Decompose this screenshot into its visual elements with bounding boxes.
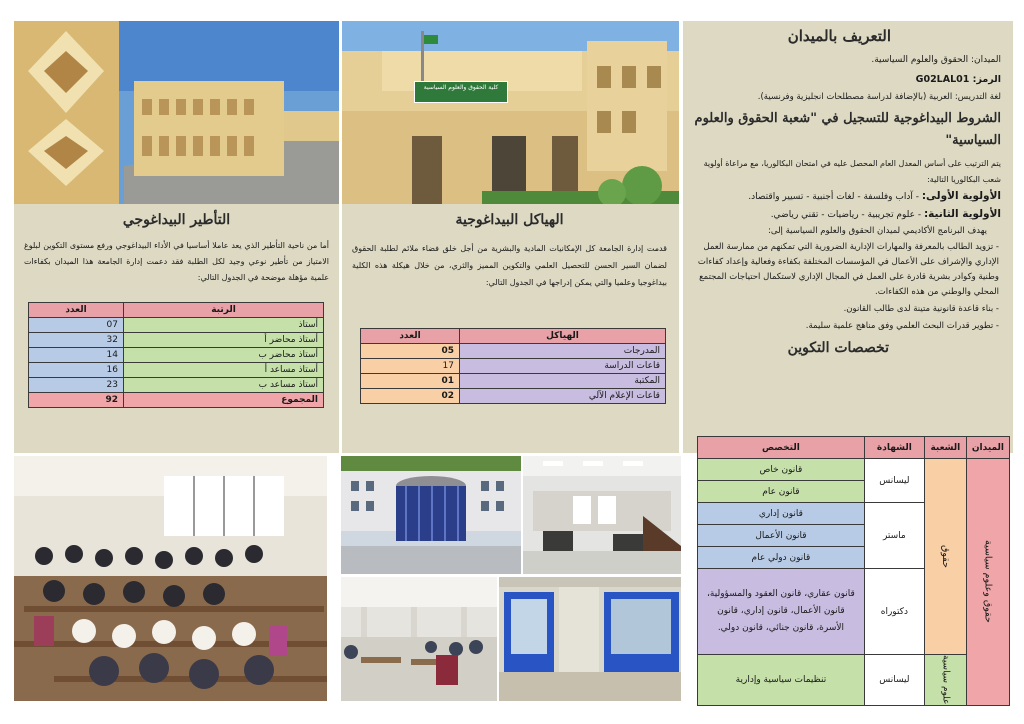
staff-count: 16 [29,363,124,378]
goals-list [691,240,1001,334]
goal-item: - تزويد الطالب بالمعرفة والمهارات الإدارية الضرورية التي تمكنهم من ممارسة العمل الإداري والإشراف على الأعمال في المؤسسات المختلفة بكفاءة وفعالية وإعداد كفاءات وطنية وكوادر بشرية قادرة على العمل في المجال الإداري لاستكمال احتياجات المجتمع المحلي والوطني من هذه الكفاءات. [697,242,999,297]
spec-degree-doctorate: دكتوراه [864,569,924,655]
structures-panel [342,204,679,453]
priority-2-label: الأولوية الثانية: [923,208,1001,220]
staff-table [28,302,324,408]
goal-item: - بناء قاعدة قانونية متينة لدى طالب القانون. [843,304,999,314]
conditions-text: يتم الترتيب على أساس المعدل العام المحصل عليه في امتحان البكالوريا، مع مراعاة أولوية شعب البكالوريا التالية: [703,159,1001,184]
structures-text: قدمت إدارة الجامعة كل الإمكانيات المادية والبشرية من أجل خلق فضاء ملائم لطلبة الحقوق لضمان السير الحسن للتحصيل العلمي والتكوين المميز والثري، من خلال هيكلة هذه الكلية بيداغوجيا وعلميا والتي يمكن إدراجها في الجدول التالي: [352,244,667,287]
spec-field-value: حقوق وعلوم سياسية [982,540,994,624]
table-row [29,378,324,393]
priority-2 [691,208,1001,220]
staff-rank: أستاذ مساعد ب [124,378,324,393]
spec-col-field: الميدان [966,437,1009,459]
spec-branch-pol-cell [924,655,966,706]
table-row [29,333,324,348]
structure-count: 05 [361,344,460,359]
spec-col-spec: التخصص [698,437,865,459]
spec-degree-licence: ليسانس [864,459,924,503]
staff-col-rank: الرتبة [124,303,324,318]
intro-panel [683,21,1013,453]
staff-rank: أستاذ محاضر ب [124,348,324,363]
staff-text: أما من ناحية التأطير الذي يعد عاملا أساسيا في الأداء البيداغوجي ورفع مستوى التكوين لبلوغ الامتياز من تأطير نوعي وجيد لكل الطلبة فقد دعمت إدارة الجامعة هذا الميدان بكفاءات علمية مؤهلة موضحة في الجدول التالي: [24,241,329,282]
priority-1 [691,190,1001,202]
faculty-banner-sign: كلية الحقوق والعلوم السياسية [414,81,508,103]
spec-item: قانون الأعمال [698,525,865,547]
structure-count: 01 [361,374,460,389]
structure-name: قاعات الدراسة [460,359,666,374]
specialties-table [697,436,1010,706]
code-line: الرمز: G02LAL01 [915,74,1001,85]
structures-col-name: الهياكل [460,329,666,344]
table-row [361,344,666,359]
structures-col-count: العدد [361,329,460,344]
priority-2-value: - علوم تجريبية - رياضيات - تقني رياضي. [770,210,922,220]
language-line: لغة التدريس: العربية (بالإضافة لدراسة مصطلحات انجليزية وفرنسية). [757,92,1001,102]
library-building-photo [341,456,521,574]
staff-count: 23 [29,378,124,393]
spec-item: تنظيمات سياسية وإدارية [698,655,865,706]
table-row [361,389,666,404]
structure-name: قاعات الإعلام الآلي [460,389,666,404]
table-row [361,374,666,389]
staff-rank: أستاذ [124,318,324,333]
staff-count: 32 [29,333,124,348]
spec-col-degree: الشهادة [864,437,924,459]
spec-field-cell [966,459,1009,706]
staff-col-count: العدد [29,303,124,318]
goal-intro: يهدف البرنامج الأكاديمي لميدان الحقوق والعلوم السياسية إلى: [768,226,987,236]
spec-col-branch: الشعبة [924,437,966,459]
structure-name: المكتبة [460,374,666,389]
table-row [361,359,666,374]
staff-total-label: المجموع [124,393,324,408]
structure-name: المدرجات [460,344,666,359]
table-row [29,318,324,333]
spec-branch-pol: علوم سياسية [940,655,951,705]
spec-item: قانون دولي عام [698,547,865,569]
spec-branch-law: حقوق [939,545,951,568]
structure-count: 02 [361,389,460,404]
spec-degree-master: ماستر [864,503,924,569]
reading-room-photo [523,456,681,574]
spec-item: قانون خاص [698,459,865,481]
table-row [29,348,324,363]
staff-title: التأطير البيداغوجي [122,212,231,228]
spec-degree-licence-pol: ليسانس [864,655,924,706]
campus-photo-left [14,21,339,204]
staff-panel [14,204,339,453]
structures-table [360,328,666,404]
staff-count: 07 [29,318,124,333]
specialties-title: تخصصات التكوين [787,340,889,356]
conditions-title: الشروط البيداغوجية للتسجيل في "شعبة الحقوق والعلوم السياسية" [694,111,1001,148]
field-line: الميدان: الحقوق والعلوم السياسية. [871,55,1001,65]
table-row [29,363,324,378]
spec-branch-law-cell [924,459,966,655]
staff-count: 14 [29,348,124,363]
spec-item: قانون عام [698,481,865,503]
staff-rank: أستاذ مساعد أ [124,363,324,378]
structures-title: الهياكل البيداغوجية [455,212,564,228]
staff-rank: أستاذ محاضر أ [124,333,324,348]
priority-1-value: - آداب وفلسفة - لغات أجنبية - تسيير واقتصاد. [748,192,919,202]
spec-item-doctorate: قانون عقاري، قانون العقود والمسؤولية، قانون الأعمال، قانون إداري، قانون الأسرة، قانون جنائي، قانون دولي. [698,569,865,655]
table-row-total [29,393,324,408]
computer-lab-photo [341,577,497,701]
priority-1-label: الأولوية الأولى: [921,190,1001,202]
spec-item: قانون إداري [698,503,865,525]
faculty-building-photo [342,21,679,204]
goal-item: - تطوير قدرات البحث العلمي وفق مناهج علمية سليمة. [805,321,999,331]
admin-windows-photo [499,577,681,701]
lecture-hall-photo [14,456,327,701]
structure-count: 17 [361,359,460,374]
intro-title: التعريف بالميدان [787,27,891,45]
staff-total-value: 92 [29,393,124,408]
